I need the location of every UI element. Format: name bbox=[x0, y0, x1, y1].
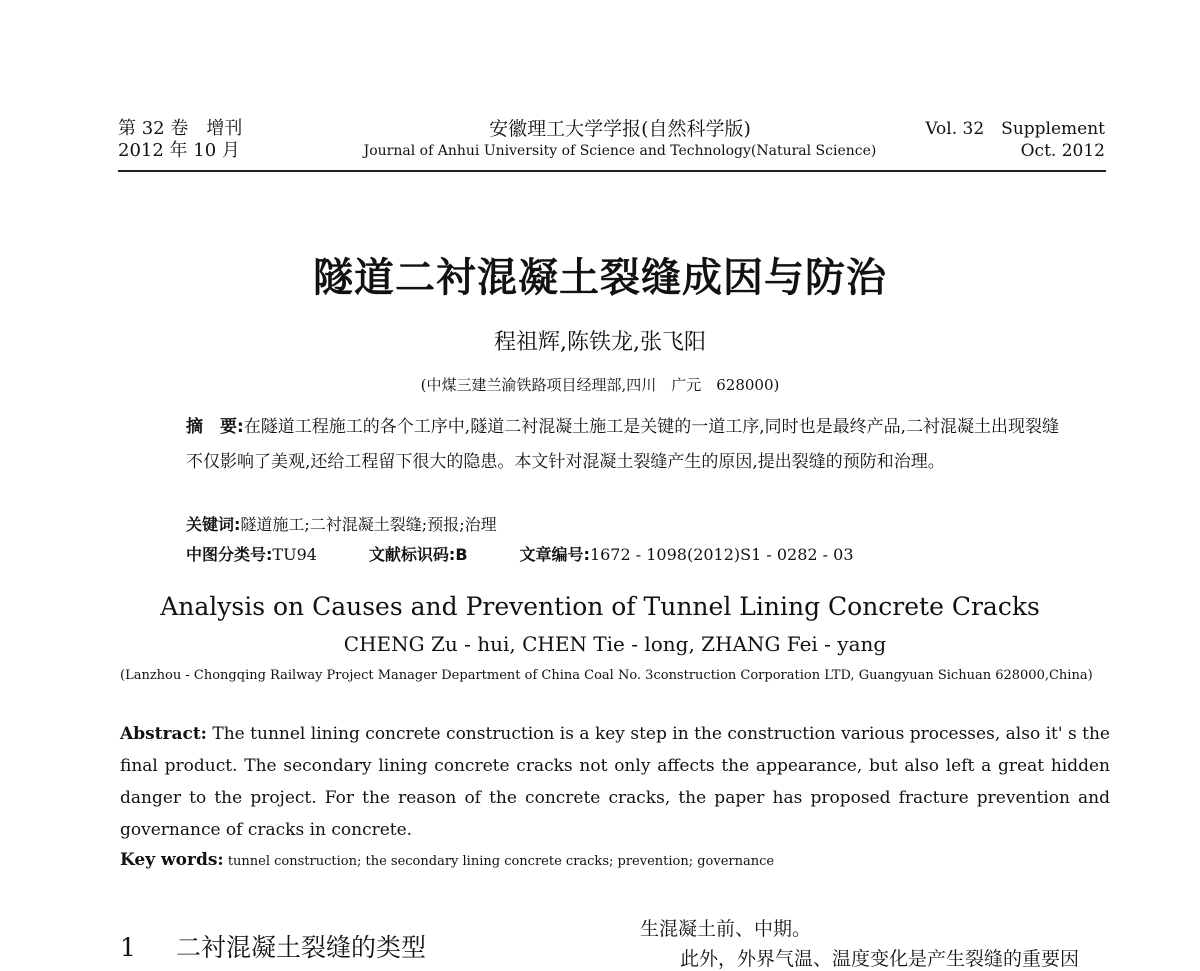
abstract-en-text: The tunnel lining concrete construction is a key step in the construction various processes, also it' s the final product. The secondary lining concrete cracks not only affects the appearance, but also left a great hidden danger to the project. For the reason of the concrete cracks, the paper has proposed fracture prevention and governance of cracks in concrete. bbox=[120, 724, 1110, 840]
abstract-cn-text: 在隧道工程施工的各个工序中,隧道二衬混凝土施工是关键的一道工序,同时也是最终产品,二衬混凝土出现裂缝不仅影响了美观,还给工程留下很大的隐患。本文针对混凝土裂缝产生的原因,提出裂缝的预防和治理。 bbox=[186, 417, 1060, 472]
classification-row bbox=[186, 542, 854, 565]
authors-cn: 程祖辉,陈铁龙,张飞阳 bbox=[494, 330, 706, 355]
article-no-label: 文章编号: bbox=[519, 545, 590, 564]
keywords-en-label: Key words: bbox=[120, 850, 224, 870]
article-no-value: 1672 - 1098(2012)S1 - 0282 - 03 bbox=[589, 545, 854, 564]
journal-name-cn: 安徽理工大学学报(自然科学版) bbox=[489, 118, 751, 140]
keywords-en-text: tunnel construction; the secondary lining concrete cracks; prevention; governance bbox=[227, 854, 775, 869]
affiliation-cn: (中煤三建兰渝铁路项目经理部,四川 广元 628000) bbox=[420, 376, 780, 394]
section-number: 1 bbox=[120, 933, 136, 962]
header-rule bbox=[118, 170, 1106, 172]
keywords-cn-label: 关键词: bbox=[186, 515, 241, 534]
section-heading bbox=[120, 928, 426, 964]
volume-cn: 第 32 卷 增刊 bbox=[118, 118, 243, 139]
abstract-en-label: Abstract: bbox=[120, 724, 207, 744]
clc-value: TU94 bbox=[272, 545, 317, 564]
journal-name-en: Journal of Anhui University of Science and Technology(Natural Science) bbox=[363, 143, 877, 159]
body-text-line: 生混凝土前、中期。 bbox=[640, 918, 812, 940]
abstract-cn bbox=[186, 410, 1066, 480]
volume-en: Vol. 32 Supplement bbox=[925, 119, 1105, 139]
body-text-line: 此外，外界气温、温度变化是产生裂缝的重要因 bbox=[680, 948, 1080, 970]
date-en: Oct. 2012 bbox=[1020, 141, 1105, 161]
affiliation-en: (Lanzhou - Chongqing Railway Project Manager Department of China Coal No. 3construction Corporation LTD, Guangyuan Sichuan 628000,China) bbox=[120, 668, 1093, 683]
keywords-en bbox=[120, 850, 774, 870]
doc-code-value: B bbox=[455, 545, 468, 564]
abstract-en bbox=[120, 718, 1110, 846]
date-cn: 2012 年 10 月 bbox=[118, 140, 240, 161]
issue-info-en bbox=[925, 118, 1105, 162]
paper-title-en: Analysis on Causes and Prevention of Tunnel Lining Concrete Cracks bbox=[160, 592, 1040, 621]
paper-title-cn: 隧道二衬混凝土裂缝成因与防治 bbox=[313, 254, 887, 301]
issue-info-cn bbox=[118, 118, 242, 162]
abstract-cn-label: 摘 要: bbox=[186, 417, 244, 437]
section-title: 二衬混凝土裂缝的类型 bbox=[176, 933, 427, 962]
keywords-cn bbox=[186, 512, 497, 535]
authors-en: CHENG Zu - hui, CHEN Tie - long, ZHANG Fei - yang bbox=[343, 632, 887, 656]
journal-name bbox=[340, 118, 900, 162]
keywords-cn-text: 隧道施工;二衬混凝土裂缝;预报;治理 bbox=[240, 515, 497, 534]
doc-code-label: 文献标识码: bbox=[368, 545, 456, 564]
clc-label: 中图分类号: bbox=[186, 545, 273, 564]
